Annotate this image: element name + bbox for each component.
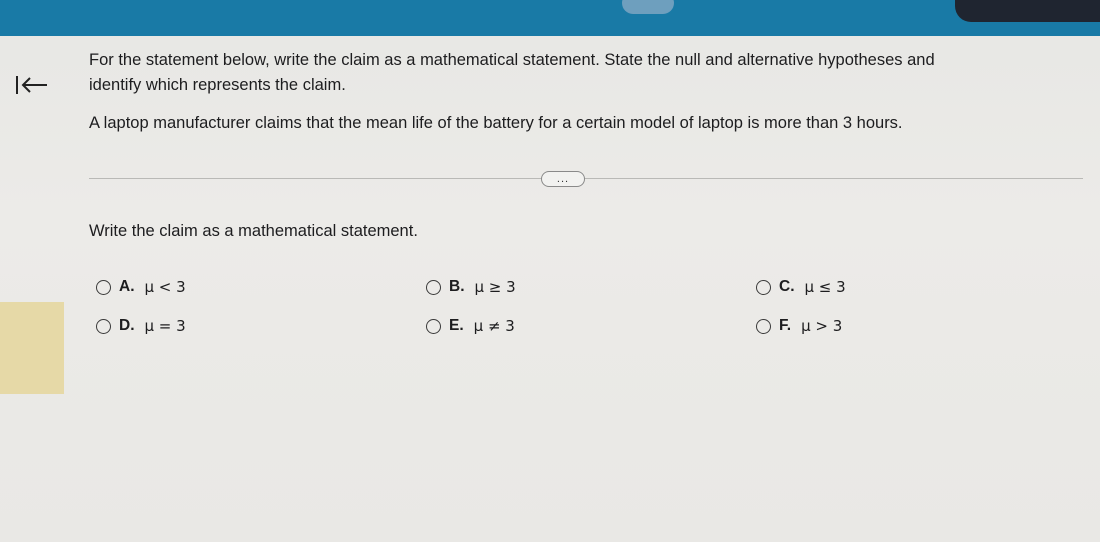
radio-button[interactable] <box>756 280 771 295</box>
option-c[interactable] <box>756 276 846 298</box>
radio-button[interactable] <box>96 319 111 334</box>
option-e[interactable] <box>426 315 515 337</box>
radio-button[interactable] <box>96 280 111 295</box>
sub-question-prompt: Write the claim as a mathematical statement. <box>89 222 418 240</box>
option-text: μ ≤ 3 <box>804 278 846 296</box>
option-a[interactable] <box>96 276 186 298</box>
question-line-2: identify which represents the claim. <box>89 76 346 94</box>
question-line-1: For the statement below, write the claim as a mathematical statement. State the null and alternative hypotheses and <box>89 51 935 69</box>
option-letter: C. <box>779 278 795 295</box>
section-divider <box>89 178 1083 179</box>
radio-button[interactable] <box>426 319 441 334</box>
option-letter: F. <box>779 317 792 334</box>
back-arrow-icon <box>14 73 50 97</box>
left-highlight-strip <box>0 302 64 394</box>
option-letter: A. <box>119 278 135 295</box>
option-text: μ < 3 <box>144 278 186 296</box>
expand-more-button[interactable]: ... <box>541 171 585 187</box>
option-text: μ ≠ 3 <box>473 317 515 335</box>
option-text: μ = 3 <box>144 317 186 335</box>
option-b[interactable] <box>426 276 516 298</box>
header-pill <box>622 0 674 14</box>
option-f[interactable] <box>756 315 842 337</box>
option-letter: E. <box>449 317 464 334</box>
radio-button[interactable] <box>426 280 441 295</box>
radio-button[interactable] <box>756 319 771 334</box>
option-d[interactable] <box>96 315 186 337</box>
top-header-bar <box>0 0 1100 36</box>
option-letter: B. <box>449 278 465 295</box>
option-text: μ ≥ 3 <box>474 278 516 296</box>
header-corner <box>955 0 1100 22</box>
scenario-text: A laptop manufacturer claims that the mean life of the battery for a certain model of laptop is more than 3 hours. <box>89 114 903 132</box>
back-button[interactable] <box>12 70 52 100</box>
question-text <box>89 48 1049 98</box>
option-letter: D. <box>119 317 135 334</box>
option-text: μ > 3 <box>801 317 843 335</box>
